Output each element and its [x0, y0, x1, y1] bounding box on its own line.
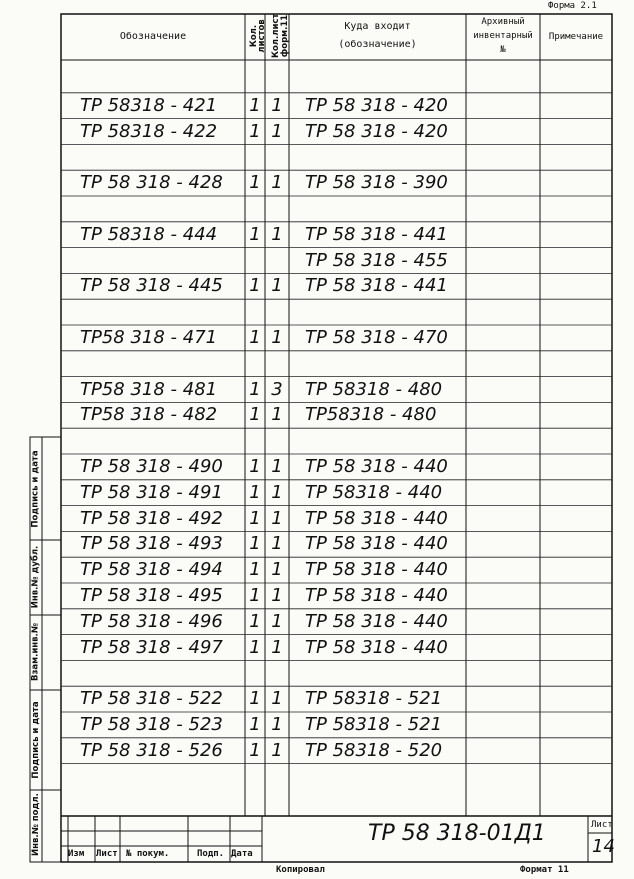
header-qty-form-2: форм.11 [280, 14, 290, 58]
where-cell: ТР 58 318 - 440 [305, 636, 448, 658]
form-cell: 1 [271, 223, 283, 245]
sheets-cell: 1 [249, 610, 261, 632]
designation-cell: ТР 58 318 - 497 [80, 636, 223, 658]
sheets-cell: 1 [249, 481, 261, 503]
form-cell: 1 [271, 481, 283, 503]
sheets-cell: 1 [249, 585, 261, 606]
side-label-inv-dubl: Инв.№ дубл. [30, 545, 41, 609]
col-sign: Подп. [197, 849, 225, 859]
header-note: Примечание [548, 32, 604, 42]
header-archive-3: № [500, 45, 506, 55]
side-label-sign-date-1: Подпись и дата [30, 450, 41, 528]
footer-format: Формат 11 [520, 865, 569, 875]
form-cell: 1 [271, 120, 283, 142]
header-qty-form-1: Кол.лист [271, 13, 281, 58]
designation-cell: ТР 58 318 - 523 [80, 714, 223, 735]
form-cell: 3 [271, 378, 283, 400]
sheets-cell: 1 [249, 172, 261, 194]
col-izm: Изм [68, 849, 85, 859]
where-cell: ТР 58 318 - 441 [305, 275, 448, 297]
where-cell: ТР 58 318 - 440 [305, 610, 448, 632]
designation-cell: ТР 58 318 - 492 [80, 507, 223, 529]
sheet-number: 14 [592, 836, 615, 857]
header-archive-2: инвентарный [473, 31, 533, 41]
sheets-cell: 1 [249, 94, 261, 116]
sheets-cell: 1 [249, 507, 261, 529]
where-cell: ТР 58 318 - 441 [305, 223, 448, 245]
doc-number: ТР 58 318-01Д1 [368, 821, 546, 846]
sheets-cell: 1 [249, 223, 261, 245]
where-cell: ТР 58318 - 520 [305, 739, 443, 761]
form-cell: 1 [271, 94, 283, 116]
designation-cell: ТР 58318 - 422 [80, 120, 218, 142]
sheets-cell: 1 [249, 275, 261, 297]
form-cell: 1 [271, 636, 283, 658]
where-cell: ТР 58318 - 521 [305, 714, 443, 735]
designation-cell: ТР 58318 - 444 [80, 223, 218, 245]
header-archive-1: Архивный [481, 17, 525, 27]
designation-cell: ТР 58 318 - 495 [80, 585, 223, 606]
sheets-cell: 1 [249, 533, 261, 555]
designation-cell: ТР 58 318 - 522 [80, 688, 223, 710]
where-cell: ТР 58318 - 440 [305, 481, 443, 503]
where-cell: ТР 58 318 - 440 [305, 559, 448, 581]
side-label-sign-date-2: Подпись и дата [31, 701, 41, 779]
designation-cell: ТР 58 318 - 445 [80, 275, 223, 297]
form-cell: 1 [271, 507, 283, 529]
where-cell: ТР 58 318 - 440 [305, 533, 448, 555]
form-cell: 1 [271, 739, 283, 761]
sheets-cell: 1 [249, 636, 261, 658]
sheets-cell: 1 [249, 404, 261, 426]
header-where-1: Куда входит [344, 21, 411, 32]
col-doc: № покум. [126, 849, 170, 859]
designation-cell: ТР 58 318 - 428 [80, 172, 223, 194]
sheets-cell: 1 [249, 714, 261, 735]
form-cell: 1 [271, 585, 283, 606]
footer-copied: Копировал [276, 865, 325, 875]
header-qty-sheets-2: листов [257, 19, 267, 53]
designation-cell: ТР 58318 - 421 [80, 94, 218, 116]
form-cell: 1 [271, 559, 283, 581]
where-cell: ТР 58318 - 480 [305, 378, 443, 400]
sheets-cell: 1 [249, 739, 261, 761]
form-cell: 1 [271, 714, 283, 735]
where-cell: ТР 58 318 - 470 [305, 327, 448, 348]
where-cell: ТР 58 318 - 420 [305, 120, 448, 142]
where-cell: ТР 58318 - 521 [305, 688, 443, 710]
designation-cell: ТР 58 318 - 526 [80, 739, 223, 761]
side-label-vzam-inv: Взам.инв.№ [30, 623, 41, 681]
form-cell: 1 [271, 327, 283, 348]
designation-cell: ТР58 318 - 471 [80, 327, 218, 348]
header-qty-sheets-1: Кол. [249, 24, 259, 48]
header-where-2: (обозначение) [338, 39, 417, 50]
designation-cell: ТР 58 318 - 490 [80, 456, 223, 477]
form-cell: 1 [271, 610, 283, 632]
where-cell: ТР 58 318 - 390 [305, 172, 448, 194]
sheet-label: Лист [591, 820, 613, 830]
designation-cell: ТР 58 318 - 494 [80, 559, 223, 581]
form-cell: 1 [271, 456, 283, 477]
form-cell: 1 [271, 275, 283, 297]
where-cell: ТР 58 318 - 455 [305, 249, 448, 271]
form-cell: 1 [271, 688, 283, 710]
where-cell: ТР 58 318 - 440 [305, 507, 448, 529]
col-date: Дата [231, 849, 253, 859]
header-designation: Обозначение [119, 31, 187, 42]
where-cell: ТР58318 - 480 [305, 404, 437, 426]
designation-cell: ТР58 318 - 482 [80, 404, 218, 426]
form-cell: 1 [271, 172, 283, 194]
col-list: Лист [96, 849, 118, 859]
where-cell: ТР 58 318 - 420 [305, 94, 448, 116]
form-cell: 1 [271, 404, 283, 426]
side-label-inv-podl: Инв.№ подл. [31, 793, 41, 856]
designation-cell: ТР 58 318 - 493 [80, 533, 223, 555]
sheets-cell: 1 [249, 688, 261, 710]
designation-cell: ТР 58 318 - 491 [80, 481, 223, 503]
where-cell: ТР 58 318 - 440 [305, 585, 448, 606]
form-cell: 1 [271, 533, 283, 555]
sheets-cell: 1 [249, 327, 261, 348]
form-label: Форма 2.1 [548, 1, 597, 11]
sheets-cell: 1 [249, 120, 261, 142]
where-cell: ТР 58 318 - 440 [305, 456, 448, 477]
sheets-cell: 1 [249, 456, 261, 477]
designation-cell: ТР58 318 - 481 [80, 378, 218, 400]
sheets-cell: 1 [249, 559, 261, 581]
sheets-cell: 1 [249, 378, 261, 400]
designation-cell: ТР 58 318 - 496 [80, 610, 223, 632]
